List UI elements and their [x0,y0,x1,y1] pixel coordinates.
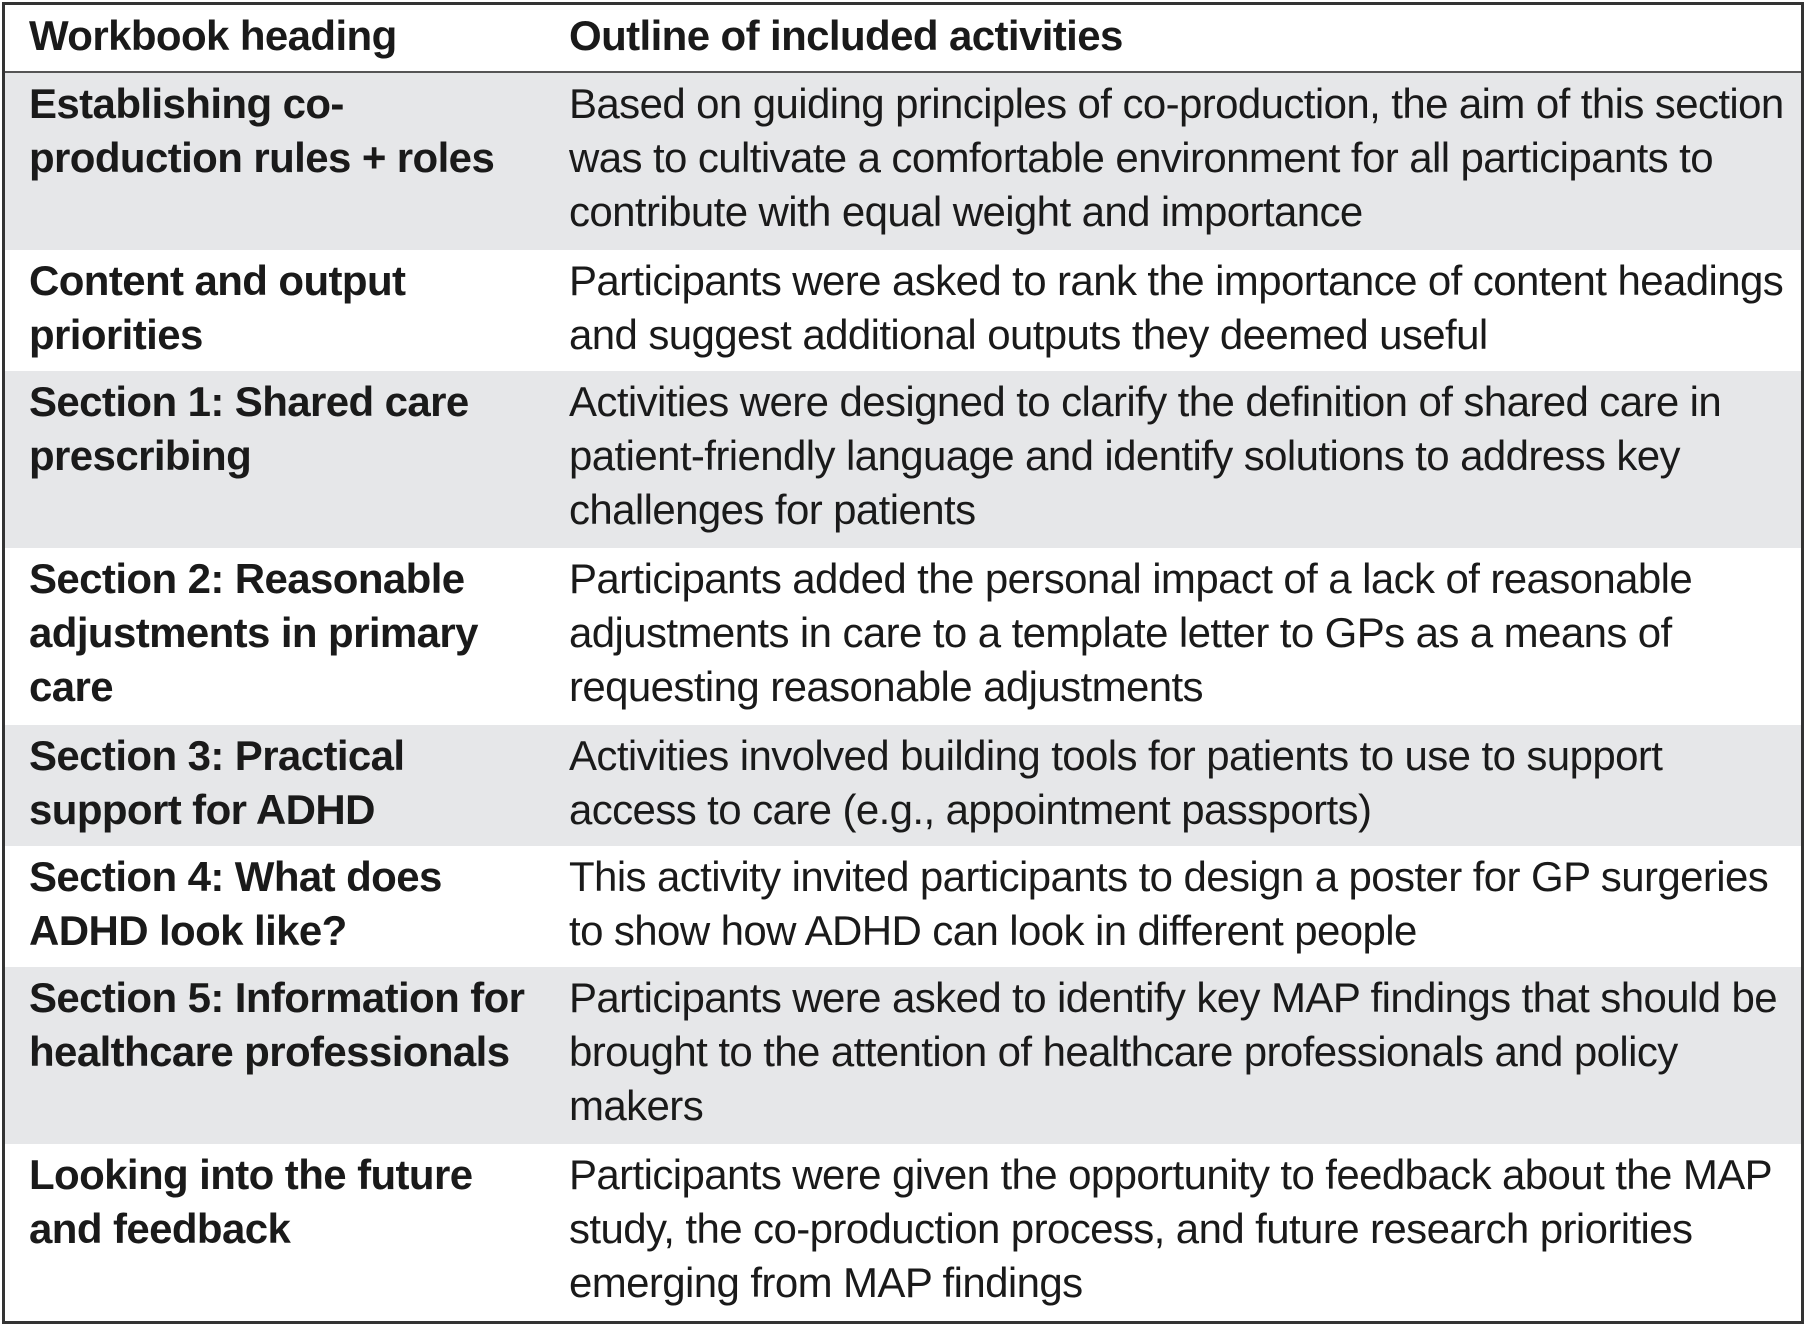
activities-table-frame [2,2,1804,1324]
column-header-workbook-heading: Workbook heading [5,5,545,72]
row-heading: Content and output priorities [5,250,545,371]
row-outline: Based on guiding principles of co-production, the aim of this section was to cultivate a comfortable environment for all participants to contribute with equal weight and importance [545,72,1801,250]
row-heading: Looking into the future and feedback [5,1144,545,1321]
table-row [5,846,1801,967]
row-outline: Participants were asked to rank the importance of content headings and suggest additional outputs they deemed useful [545,250,1801,371]
row-heading: Section 3: Practical support for ADHD [5,725,545,846]
table-header-row [5,5,1801,72]
table-row [5,967,1801,1144]
row-outline: Participants were asked to identify key MAP findings that should be brought to the attention of healthcare professionals and policy makers [545,967,1801,1144]
row-heading: Section 5: Information for healthcare professionals [5,967,545,1144]
table-row [5,548,1801,725]
table-row [5,371,1801,548]
table-row [5,250,1801,371]
column-header-outline: Outline of included activities [545,5,1801,72]
row-outline: Participants added the personal impact of a lack of reasonable adjustments in care to a template letter to GPs as a means of requesting reasonable adjustments [545,548,1801,725]
row-heading: Section 2: Reasonable adjustments in primary care [5,548,545,725]
activities-table [5,5,1801,1321]
table-row [5,725,1801,846]
row-heading: Section 4: What does ADHD look like? [5,846,545,967]
row-outline: Participants were given the opportunity to feedback about the MAP study, the co-production process, and future research priorities emerging from MAP findings [545,1144,1801,1321]
row-outline: Activities were designed to clarify the definition of shared care in patient-friendly language and identify solutions to address key challenges for patients [545,371,1801,548]
table-row [5,72,1801,250]
row-outline: This activity invited participants to design a poster for GP surgeries to show how ADHD can look in different people [545,846,1801,967]
row-outline: Activities involved building tools for patients to use to support access to care (e.g., appointment passports) [545,725,1801,846]
row-heading: Section 1: Shared care prescribing [5,371,545,548]
table-row [5,1144,1801,1321]
row-heading: Establishing co-production rules + roles [5,72,545,250]
